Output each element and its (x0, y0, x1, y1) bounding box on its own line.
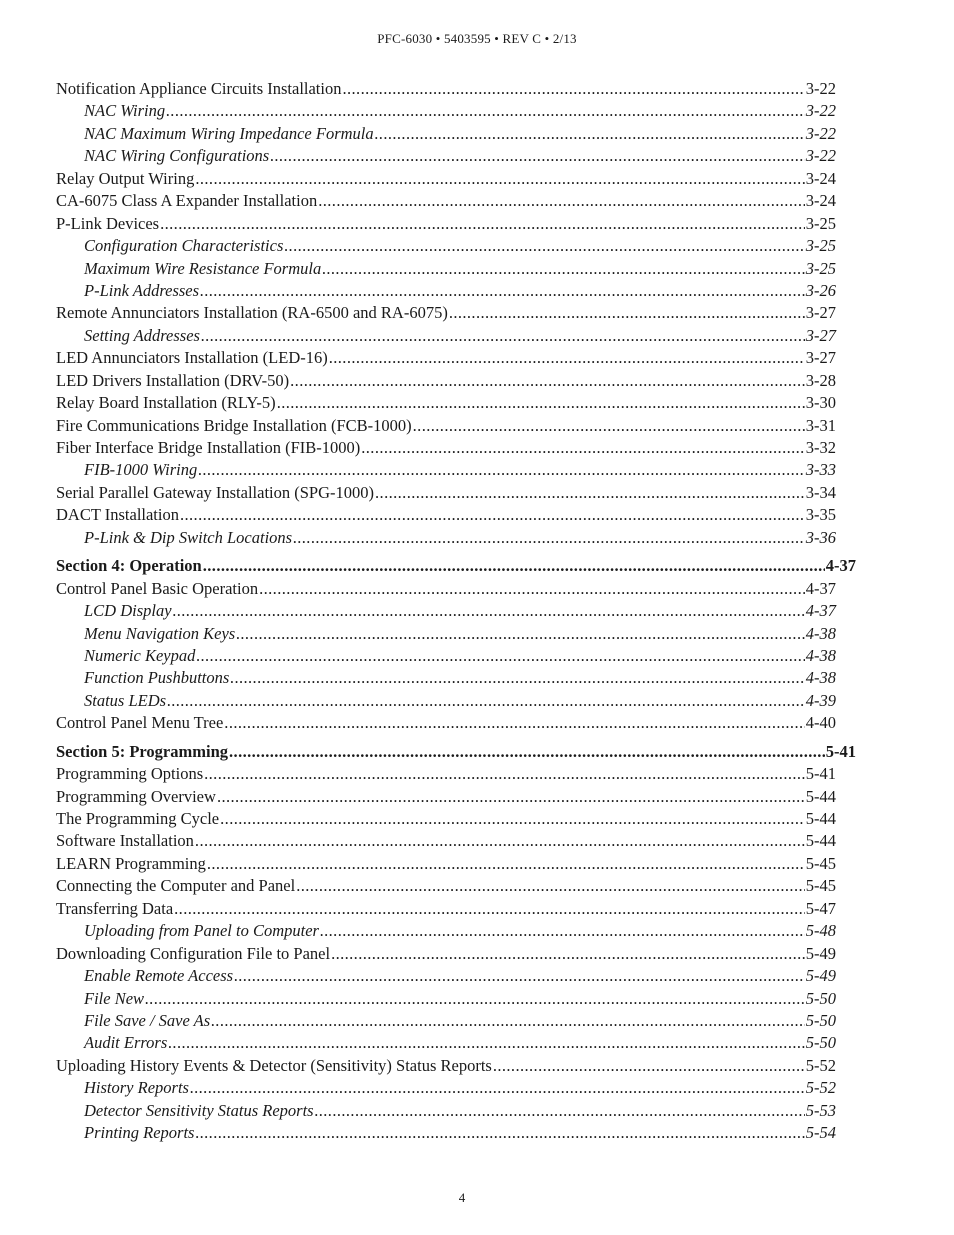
toc-entry-page: 4-38 (805, 668, 836, 688)
toc-entry[interactable] (56, 853, 836, 875)
toc-entry[interactable] (56, 786, 836, 808)
toc-entry[interactable] (56, 1055, 836, 1077)
toc-entry[interactable] (56, 504, 836, 526)
toc-entry-title: DACT Installation (56, 505, 179, 525)
toc-entry-title: Software Installation (56, 831, 194, 851)
dot-leader (318, 190, 805, 212)
toc-entry-page: 4-37 (805, 578, 836, 598)
toc-entry[interactable] (56, 213, 836, 235)
dot-leader (180, 504, 805, 526)
dot-leader (315, 1100, 805, 1122)
toc-entry-title: Transferring Data (56, 898, 174, 918)
toc-entry-page: 5-50 (805, 988, 836, 1008)
dot-leader (375, 482, 805, 504)
toc-entry-page: 3-27 (805, 348, 836, 368)
page-number: 4 (458, 1190, 466, 1205)
dot-leader (195, 168, 804, 190)
toc-entry-page: 5-48 (805, 921, 836, 941)
toc-entry-page: 5-52 (805, 1078, 836, 1098)
toc-entry[interactable] (56, 392, 836, 414)
toc-entry-title: CA-6075 Class A Expander Installation (56, 191, 318, 211)
toc-entry[interactable] (56, 763, 836, 785)
toc-entry-page: 3-32 (805, 438, 836, 457)
dot-leader (211, 1010, 805, 1032)
dot-leader (207, 853, 805, 875)
toc-entry-title: Notification Appliance Circuits Installation (56, 79, 342, 98)
toc-entry-page: 3-28 (805, 370, 836, 390)
toc-subentry[interactable] (56, 1032, 836, 1054)
dot-leader (259, 578, 805, 600)
toc-entry-title: Section 4: Operation (56, 556, 202, 576)
toc-subentry[interactable] (56, 920, 836, 942)
toc-subentry[interactable] (56, 623, 836, 645)
toc-entry-page: 3-33 (805, 460, 836, 480)
toc-entry-title: Connecting the Computer and Panel (56, 876, 296, 896)
toc-entry[interactable] (56, 578, 836, 600)
toc-entry-page: 5-47 (805, 898, 836, 918)
toc-entry-page: 4-38 (805, 645, 836, 665)
toc-entry-title: NAC Wiring Configurations (84, 146, 270, 166)
toc-entry-page: 3-25 (805, 213, 836, 233)
dot-leader (290, 370, 805, 392)
dot-leader (413, 415, 805, 437)
toc-entry-title: Printing Reports (84, 1123, 195, 1143)
toc-entry-title: Control Panel Menu Tree (56, 713, 224, 733)
toc-entry[interactable] (56, 943, 836, 965)
dot-leader (361, 437, 805, 459)
toc-entry-page: 5-45 (805, 853, 836, 873)
toc-entry-title: Downloading Configuration File to Panel (56, 943, 331, 963)
toc-subentry[interactable] (56, 459, 836, 481)
toc-entry-title: Configuration Characteristics (84, 236, 284, 256)
dot-leader (230, 667, 804, 689)
toc-subentry[interactable] (56, 988, 836, 1010)
toc-entry[interactable] (56, 712, 836, 734)
dot-leader (196, 645, 804, 667)
toc-entry-page: 5-54 (805, 1123, 836, 1143)
toc-entry-title: History Reports (84, 1078, 189, 1098)
toc-entry-page: 3-25 (805, 258, 836, 278)
toc-entry-page: 3-24 (805, 191, 836, 211)
toc-subentry[interactable] (56, 123, 836, 145)
toc-entry-page: 5-49 (805, 966, 836, 986)
toc-entry-page: 4-38 (805, 623, 836, 643)
dot-leader (293, 527, 805, 549)
toc-entry-page: 3-35 (805, 505, 836, 525)
toc-entry-title: The Programming Cycle (56, 809, 220, 828)
dot-leader (284, 235, 804, 257)
dot-leader (174, 898, 805, 920)
dot-leader (320, 920, 805, 942)
toc-entry-title: LED Annunciators Installation (LED-16) (56, 348, 328, 368)
toc-entry-title: Uploading History Events & Detector (Sensitivity) Status Reports (56, 1055, 492, 1075)
toc-entry-title: Setting Addresses (84, 325, 200, 345)
toc-entry-page: 3-27 (805, 303, 836, 323)
toc-entry-title: Detector Sensitivity Status Reports (84, 1100, 314, 1120)
toc-entry-title: Menu Navigation Keys (84, 623, 236, 643)
toc-subentry[interactable] (56, 280, 836, 302)
toc-entry-page: 5-50 (805, 1010, 836, 1030)
toc-entry-page: 3-24 (805, 168, 836, 188)
toc-entry-page: 5-50 (805, 1033, 836, 1053)
toc-subentry[interactable] (56, 1010, 836, 1032)
toc-entry-page: 3-22 (805, 146, 836, 166)
toc-entry-title: Uploading from Panel to Computer (84, 921, 319, 941)
toc-entry-page: 5-44 (805, 831, 836, 851)
toc-subentry[interactable] (56, 965, 836, 987)
toc-entry-title: Control Panel Basic Operation (56, 578, 259, 598)
toc-subentry[interactable] (56, 100, 836, 122)
dot-leader (200, 280, 805, 302)
toc-entry-page: 3-22 (805, 101, 836, 121)
toc-entry-title: NAC Wiring (84, 101, 166, 121)
toc-entry-title: Section 5: Programming (56, 741, 229, 761)
toc-entry-page: 5-52 (805, 1055, 836, 1075)
toc-entry-title: Fire Communications Bridge Installation (FCB-1000) (56, 415, 412, 435)
toc-entry-title: LCD Display (84, 601, 172, 621)
toc-entry-page: 3-22 (805, 79, 836, 98)
toc-entry-page: 3-30 (805, 393, 836, 413)
dot-leader (329, 347, 805, 369)
toc-section-heading[interactable] (56, 741, 856, 763)
table-of-contents (56, 78, 856, 1145)
toc-entry-title: P-Link Addresses (84, 280, 200, 300)
dot-leader (224, 712, 804, 734)
dot-leader (145, 988, 805, 1010)
dot-leader (236, 623, 805, 645)
page-header: PFC-6030 • 5403595 • REV C • 2/13 (377, 31, 577, 46)
toc-entry-page: 4-37 (805, 601, 836, 621)
toc-section-heading[interactable] (56, 555, 856, 577)
toc-subentry[interactable] (56, 1122, 836, 1144)
toc-entry-page: 5-45 (805, 876, 836, 896)
toc-entry-title: Numeric Keypad (84, 645, 196, 665)
toc-entry-title: Fiber Interface Bridge Installation (FIB-1000) (56, 438, 361, 457)
toc-entry[interactable] (56, 370, 836, 392)
toc-subentry[interactable] (56, 667, 836, 689)
toc-entry-page: 3-22 (805, 123, 836, 143)
toc-entry-page: 4-40 (805, 713, 836, 733)
toc-subentry[interactable] (56, 600, 836, 622)
dot-leader (195, 830, 805, 852)
toc-entry-title: LEARN Programming (56, 853, 206, 873)
toc-entry-page: 3-27 (805, 325, 836, 345)
toc-entry-title: Enable Remote Access (84, 966, 234, 986)
toc-entry-title: P-Link & Dip Switch Locations (84, 527, 293, 547)
toc-entry-page: 3-26 (805, 280, 836, 300)
dot-leader (277, 392, 805, 414)
toc-entry-title: Relay Board Installation (RLY-5) (56, 393, 276, 413)
toc-entry[interactable] (56, 415, 836, 437)
toc-entry[interactable] (56, 482, 836, 504)
toc-entry-title: File New (84, 988, 145, 1008)
toc-entry-page: 5-44 (805, 786, 836, 806)
toc-entry-title: File Save / Save As (84, 1010, 211, 1030)
toc-entry-page: 5-53 (805, 1100, 836, 1120)
dot-leader (190, 1077, 805, 1099)
toc-subentry[interactable] (56, 145, 836, 167)
toc-entry-title: Programming Options (56, 764, 204, 784)
dot-leader (234, 965, 805, 987)
dot-leader (229, 741, 825, 763)
toc-entry[interactable] (56, 190, 836, 212)
toc-subentry[interactable] (56, 1077, 836, 1099)
toc-entry-page: 5-41 (805, 764, 836, 784)
toc-entry-page: 5-44 (805, 809, 836, 828)
toc-entry[interactable] (56, 347, 836, 369)
toc-entry-title: Serial Parallel Gateway Installation (SPG-1000) (56, 482, 375, 502)
toc-entry[interactable] (56, 808, 836, 830)
dot-leader (160, 213, 805, 235)
toc-entry-title: Maximum Wire Resistance Formula (84, 258, 322, 278)
toc-entry-page: 5-49 (805, 943, 836, 963)
dot-leader (204, 763, 805, 785)
dot-leader (168, 1032, 804, 1054)
toc-entry[interactable] (56, 830, 836, 852)
toc-subentry[interactable] (56, 325, 836, 347)
toc-entry-title: LED Drivers Installation (DRV-50) (56, 370, 290, 390)
dot-leader (449, 302, 805, 324)
toc-entry[interactable] (56, 437, 836, 459)
dot-leader (173, 600, 805, 622)
toc-entry[interactable] (56, 898, 836, 920)
toc-entry-title: NAC Maximum Wiring Impedance Formula (84, 123, 374, 143)
dot-leader (201, 325, 805, 347)
toc-entry-title: FIB-1000 Wiring (84, 460, 198, 480)
dot-leader (331, 943, 805, 965)
dot-leader (220, 808, 805, 830)
toc-subentry[interactable] (56, 527, 836, 549)
toc-entry-page: 3-25 (805, 236, 836, 256)
dot-leader (167, 690, 805, 712)
toc-entry-page: 3-36 (805, 527, 836, 547)
toc-entry[interactable] (56, 302, 836, 324)
dot-leader (322, 258, 805, 280)
toc-entry[interactable] (56, 875, 836, 897)
dot-leader (195, 1122, 804, 1144)
toc-entry-page: 4-37 (825, 556, 856, 576)
toc-entry-title: Status LEDs (84, 690, 167, 710)
toc-entry-title: Function Pushbuttons (84, 668, 230, 688)
dot-leader (270, 145, 805, 167)
toc-entry[interactable] (56, 168, 836, 190)
dot-leader (166, 100, 805, 122)
toc-entry-title: P-Link Devices (56, 213, 160, 233)
dot-leader (203, 555, 825, 577)
dot-leader (217, 786, 805, 808)
toc-entry-page: 5-41 (825, 741, 856, 761)
dot-leader (296, 875, 805, 897)
toc-entry-title: Remote Annunciators Installation (RA-6500 and RA-6075) (56, 303, 448, 323)
toc-entry-page: 3-34 (805, 482, 836, 502)
dot-leader (375, 123, 805, 145)
dot-leader (342, 78, 804, 100)
dot-leader (493, 1055, 805, 1077)
toc-entry[interactable] (56, 78, 836, 100)
dot-leader (198, 459, 805, 481)
toc-entry-page: 4-39 (805, 690, 836, 710)
toc-subentry[interactable] (56, 235, 836, 257)
toc-entry-title: Audit Errors (84, 1033, 168, 1053)
toc-entry-page: 3-31 (805, 415, 836, 435)
toc-entry-title: Programming Overview (56, 786, 216, 806)
toc-subentry[interactable] (56, 645, 836, 667)
toc-subentry[interactable] (56, 690, 836, 712)
toc-subentry[interactable] (56, 1100, 836, 1122)
toc-entry-title: Relay Output Wiring (56, 168, 195, 188)
toc-subentry[interactable] (56, 258, 836, 280)
